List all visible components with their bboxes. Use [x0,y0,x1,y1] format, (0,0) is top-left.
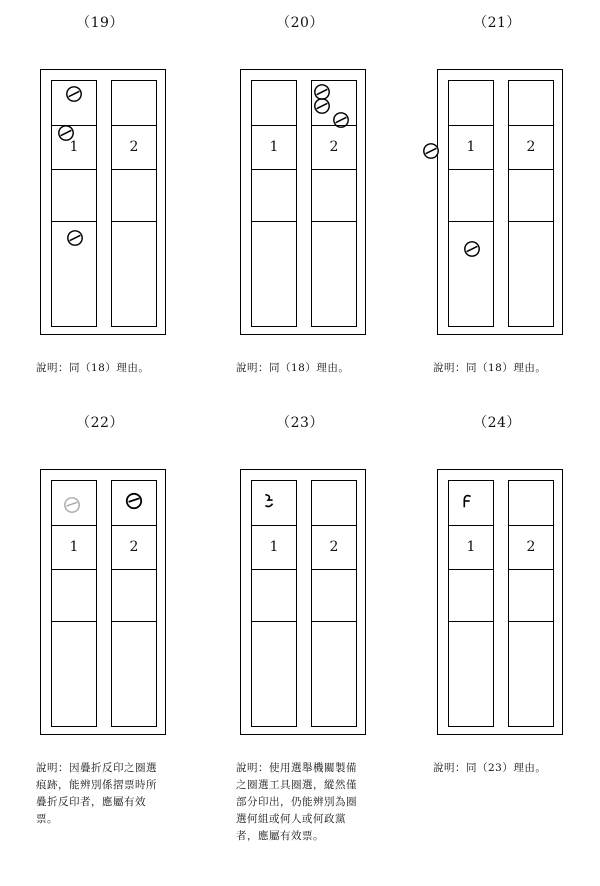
explanation-note: 說明：同（18）理由。 [36,362,150,374]
partial-stamp-mark-icon [458,492,476,510]
ballot-diagram [437,469,563,735]
explanation-note: 說明：使用選舉機關製備 之圈選工具圈選，縱然僅 部分印出，仍能辨別為圈 選何組或何人或何政黨 者，應屬有效票。 [236,762,357,842]
candidate-number: 2 [129,539,139,555]
ballot-diagram [240,69,366,335]
explanation-note: 說明：同（18）理由。 [433,362,547,374]
case-title: （24） [473,415,521,431]
case-21 [397,0,597,443]
candidate-column-1 [51,480,97,727]
faint-stamp-mark-icon [63,496,81,514]
candidate-column-2 [311,480,357,727]
stamp-mark-icon [313,97,331,115]
candidate-number: 1 [466,139,476,155]
candidate-column-1 [251,80,297,327]
candidate-number: 1 [69,539,79,555]
stamp-mark-icon [125,492,143,510]
case-24 [397,400,597,843]
stamp-mark-icon [332,111,350,129]
explanation-note: 說明：因疊折反印之圈選 痕跡，能辨別係摺票時所 疊折反印者，應屬有效 票。 [36,762,157,825]
candidate-column-2 [508,80,554,327]
stamp-mark-icon [65,85,83,103]
candidate-column-1 [448,480,494,727]
partial-stamp-mark-icon [260,492,278,510]
candidate-number: 2 [129,139,139,155]
stamp-mark-icon [57,124,75,142]
case-20 [200,0,400,443]
candidate-number: 1 [269,139,279,155]
stamp-mark-icon [422,142,440,160]
case-title: （20） [276,15,324,31]
case-title: （23） [276,415,324,431]
explanation-note: 說明：同（18）理由。 [236,362,350,374]
explanation-note: 說明：同（23）理由。 [433,762,547,774]
candidate-number: 1 [466,539,476,555]
case-title: （22） [76,415,124,431]
candidate-column-2 [508,480,554,727]
candidate-column-2 [111,80,157,327]
candidate-column-1 [51,80,97,327]
candidate-column-1 [251,480,297,727]
stamp-mark-icon [66,229,84,247]
candidate-number: 1 [69,139,79,155]
case-title: （21） [473,15,521,31]
ballot-diagram [437,69,563,335]
candidate-number: 2 [526,539,536,555]
stamp-mark-icon [463,240,481,258]
candidate-column-1 [448,80,494,327]
case-23 [200,400,400,843]
ballot-diagram [40,69,166,335]
candidate-number: 2 [329,539,339,555]
candidate-number: 2 [526,139,536,155]
ballot-diagram [40,469,166,735]
case-title: （19） [76,15,124,31]
candidate-column-2 [111,480,157,727]
candidate-number: 2 [329,139,339,155]
case-22 [0,400,200,843]
candidate-number: 1 [269,539,279,555]
case-19 [0,0,200,443]
ballot-diagram [240,469,366,735]
